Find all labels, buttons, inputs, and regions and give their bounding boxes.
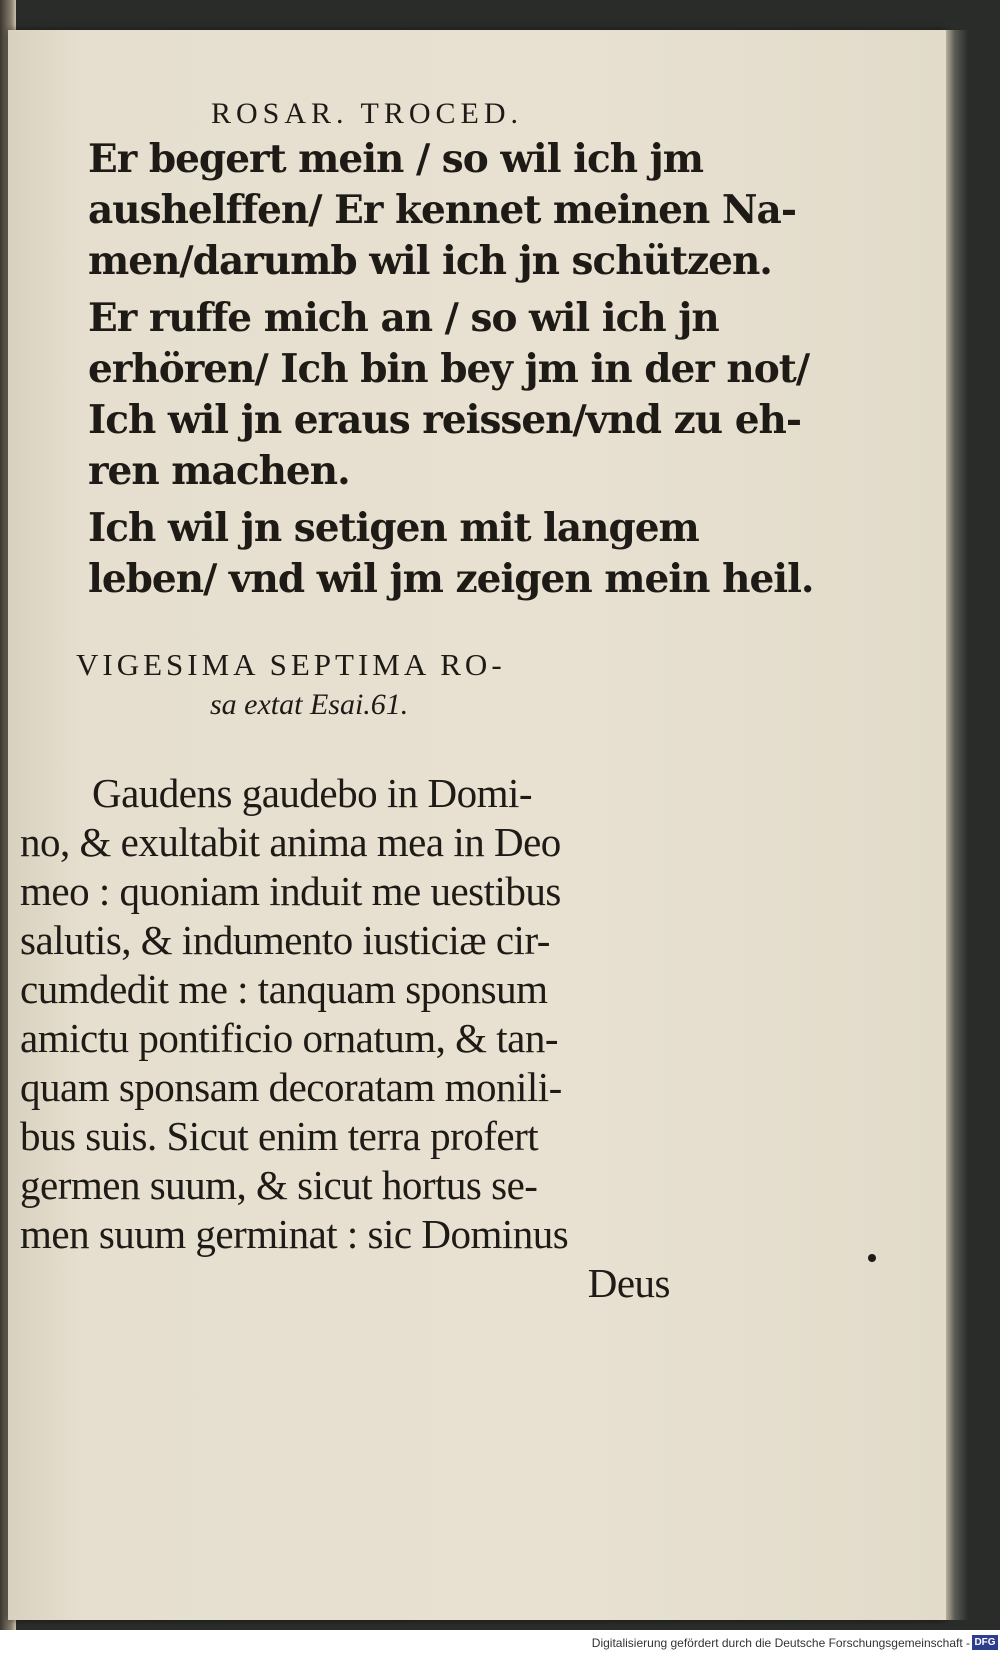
latin-paragraph	[20, 769, 690, 1308]
german-paragraph-2	[20, 293, 810, 497]
text-line: germen suum, & sicut hortus se-	[20, 1162, 538, 1208]
footer-bar	[0, 1630, 1000, 1659]
german-paragraph-1	[20, 134, 797, 287]
text-line: amictu pontificio ornatum, & tan-	[20, 1015, 559, 1061]
german-paragraph-3	[20, 503, 814, 605]
dfg-logo-icon: DFG	[972, 1635, 998, 1650]
text-line: cumdedit me : tanquam sponsum	[20, 966, 548, 1012]
section-subtitle: sa extat Esai.61.	[210, 688, 409, 721]
text-line: men suum germinat : sic Dominus	[20, 1211, 569, 1257]
text-line: Ich wil jn eraus reissen/vnd zu eh-	[88, 397, 802, 443]
page-edge	[946, 30, 968, 1620]
text-line: aushelffen/ Er kennet meinen Na-	[88, 187, 797, 233]
funding-note: Digitalisierung gefördert durch die Deutsche Forschungsgemeinschaft -	[591, 1636, 970, 1650]
section-title: VIGESIMA SEPTIMA RO-	[76, 647, 506, 682]
ink-dot	[868, 1254, 876, 1262]
text-line: bus suis. Sicut enim terra profert	[20, 1113, 539, 1159]
catchword: Deus	[587, 1260, 670, 1306]
text-line: leben/ vnd wil jm zeigen mein heil.	[88, 556, 814, 602]
text-line: Er begert mein / so wil ich jm	[88, 136, 704, 182]
text-line: ren machen.	[88, 448, 350, 494]
text-line: erhören/ Ich bin bey jm in der not/	[88, 346, 810, 392]
text-line: men/darumb wil ich jn schützen.	[88, 238, 772, 284]
running-head: ROSAR. TROCED.	[211, 97, 523, 130]
text-line: meo : quoniam induit me uestibus	[20, 868, 561, 914]
text-line: Gaudens gaudebo in Domi-	[92, 770, 533, 816]
german-verses	[20, 134, 814, 605]
page-text	[20, 58, 814, 1308]
text-line: Er ruffe mich an / so wil ich jn	[88, 295, 719, 341]
text-line: no, & exultabit anima mea in Deo	[20, 819, 561, 865]
text-line: quam sponsam decoratam monili-	[20, 1064, 562, 1110]
text-line: salutis, & indumento iusticiæ cir-	[20, 917, 550, 963]
text-line: Ich wil jn setigen mit langem	[88, 505, 699, 551]
